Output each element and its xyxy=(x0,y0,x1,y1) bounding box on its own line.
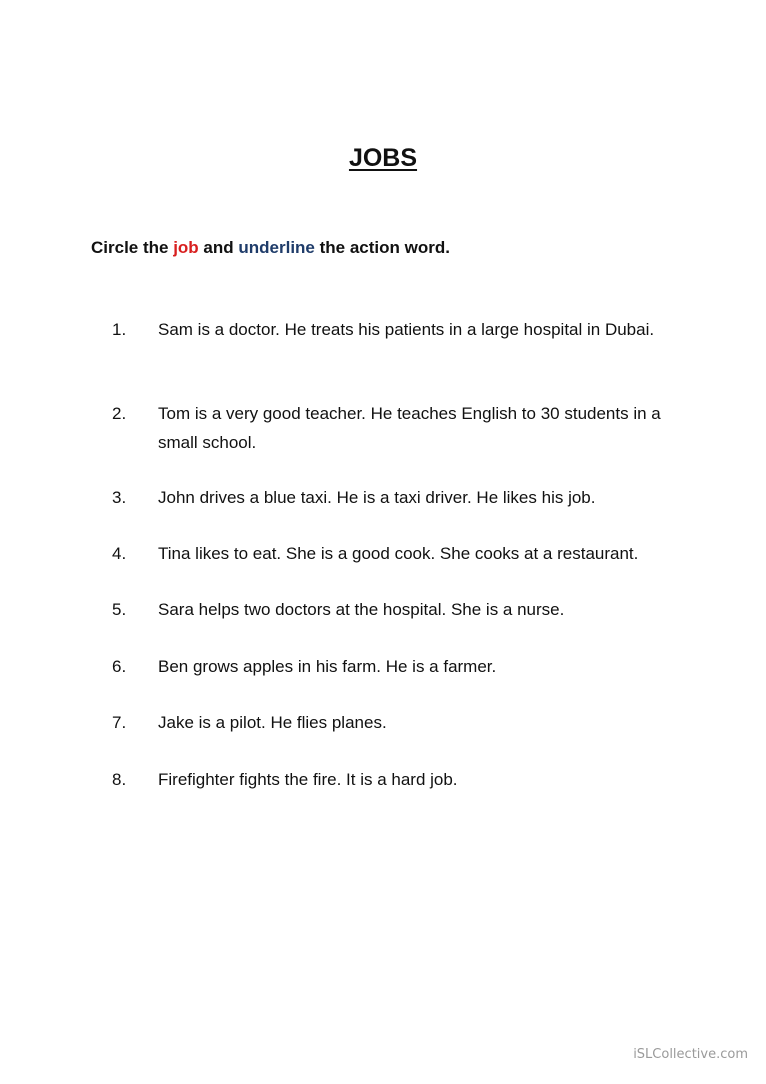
list-item xyxy=(112,539,672,568)
item-text: Tom is a very good teacher. He teaches English to 30 students in a small school. xyxy=(158,404,661,452)
item-text: Tina likes to eat. She is a good cook. She cooks at a restaurant. xyxy=(158,544,639,563)
item-number: 1. xyxy=(112,320,127,339)
instruction-underline-word: underline xyxy=(238,238,315,257)
page-title: JOBS xyxy=(348,144,418,172)
list-item xyxy=(112,595,672,624)
item-text: Sara helps two doctors at the hospital. She is a nurse. xyxy=(158,600,565,619)
list-item xyxy=(112,399,672,457)
list-item xyxy=(112,652,672,681)
item-number: 3. xyxy=(112,488,127,507)
item-number: 2. xyxy=(112,404,127,423)
item-number: 5. xyxy=(112,600,127,619)
item-number: 8. xyxy=(112,770,127,789)
item-text: Sam is a doctor. He treats his patients in a large hospital in Dubai. xyxy=(158,320,655,339)
instruction-line xyxy=(91,236,450,260)
list-item xyxy=(112,708,672,737)
item-number: 4. xyxy=(112,544,127,563)
list-item xyxy=(112,483,672,512)
item-text: Firefighter fights the fire. It is a hard job. xyxy=(158,770,458,789)
item-number: 7. xyxy=(112,713,127,732)
instruction-text-1: Circle the xyxy=(91,238,174,257)
list-item xyxy=(112,765,672,794)
instruction-text-3: the action word. xyxy=(314,238,450,257)
instruction-job-word: job xyxy=(173,238,199,257)
instruction-text-2: and xyxy=(198,238,239,257)
list-item xyxy=(112,315,672,344)
item-number: 6. xyxy=(112,657,127,676)
item-text: John drives a blue taxi. He is a taxi driver. He likes his job. xyxy=(158,488,596,507)
item-text: Ben grows apples in his farm. He is a farmer. xyxy=(158,657,497,676)
item-text: Jake is a pilot. He flies planes. xyxy=(158,713,387,732)
watermark: iSLCollective.com xyxy=(633,1047,748,1062)
